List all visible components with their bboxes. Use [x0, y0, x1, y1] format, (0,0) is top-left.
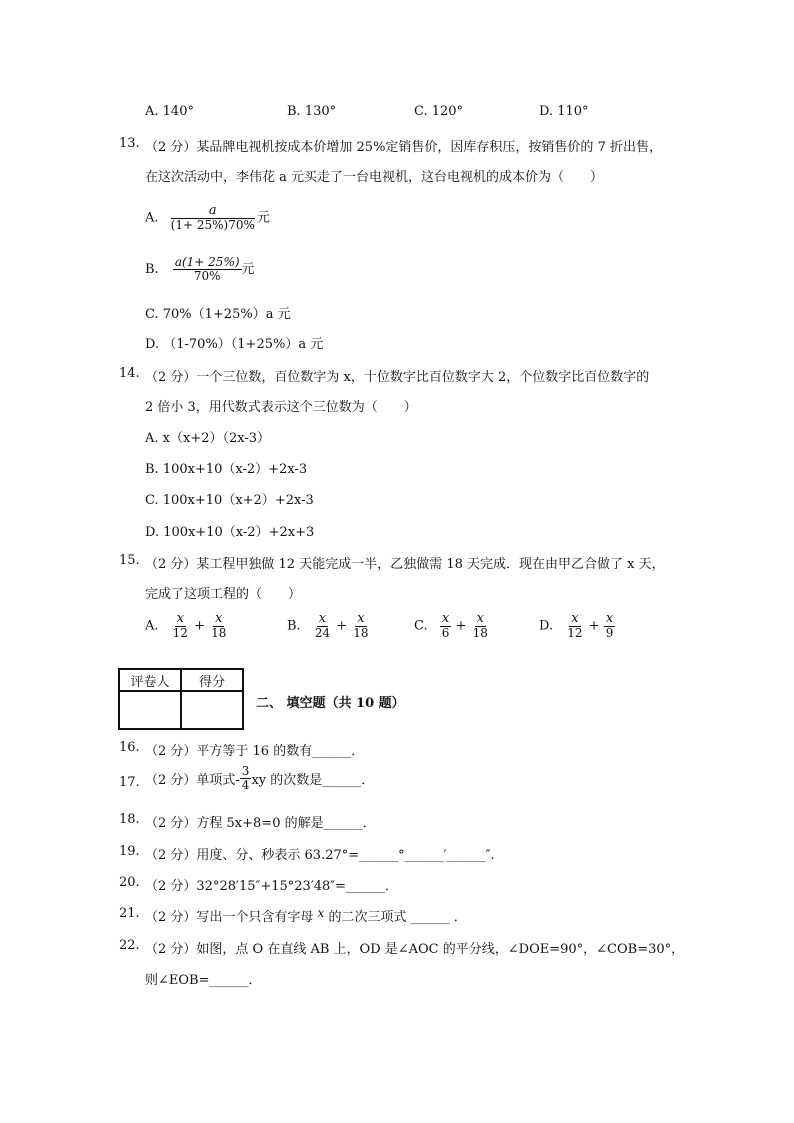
q18-number: 18.	[119, 812, 140, 827]
q13-option-d: D. （1-70%）（1+25%）a 元	[145, 337, 324, 352]
q12-option-a: A. 140°	[145, 104, 194, 119]
q15-line1: （2 分）某工程甲独做 12 天能完成一半，乙独做需 18 天完成．现在由甲乙合做了 x 天，	[145, 557, 665, 572]
q15-plus: +	[194, 618, 205, 634]
q13-option-b-unit: 元	[241, 262, 255, 278]
q15-denominator: 6	[441, 626, 450, 641]
q13-option-b-label: B.	[145, 262, 159, 278]
q15-fraction	[471, 612, 490, 640]
grader-header-score: 得分	[181, 669, 243, 691]
grader-score-cell	[181, 691, 243, 729]
q15-option-c	[414, 612, 490, 640]
q12-option-c: C. 120°	[414, 104, 464, 119]
q21-pre: （2 分）写出一个只含有字母	[145, 910, 318, 925]
q15-numerator: x	[441, 611, 450, 626]
q15-option-d	[539, 612, 615, 640]
q16-text: （2 分）平方等于 16 的数有______．	[145, 744, 365, 759]
q13-option-b	[145, 256, 255, 283]
q15-plus: +	[336, 618, 348, 634]
q15-denominator: 18	[472, 626, 488, 641]
q15-numerator: x	[176, 611, 184, 626]
q13-number: 13.	[119, 136, 140, 151]
section-title: 二、 填空题（共 10 题）	[256, 696, 405, 711]
q16-number: 16.	[119, 740, 140, 755]
q15-denominator: 12	[172, 626, 188, 641]
q21-post: 的二次三项式 ______ ．	[324, 910, 467, 925]
grader-table	[118, 668, 244, 730]
q13-option-a-denominator: (1+ 25%)70%	[170, 218, 255, 233]
q15-fraction	[604, 612, 616, 640]
q15-option-label: A.	[145, 618, 159, 634]
q17-numerator: 3	[241, 764, 250, 778]
q15-numerator: x	[357, 611, 365, 626]
q15-denominator: 12	[567, 626, 583, 641]
q15-fraction	[171, 612, 190, 640]
q15-fraction	[440, 612, 452, 640]
q12-option-b: B. 130°	[287, 104, 337, 119]
q15-numerator: x	[605, 611, 614, 626]
q21-number: 21.	[119, 906, 140, 921]
q13-option-b-fraction	[173, 256, 242, 283]
q15-plus: +	[588, 618, 600, 634]
q13-option-a-label: A.	[145, 210, 159, 226]
q15-fraction	[351, 612, 370, 640]
q14-line1: （2 分）一个三位数，百位数字为 x，十位数字比百位数字大 2，个位数字比百位数字的	[145, 370, 650, 385]
q17-pre: （2 分）单项式-	[145, 773, 240, 789]
q20-number: 20.	[119, 875, 140, 890]
q20-text: （2 分）32°28′15″+15°23′48″=______．	[145, 879, 399, 894]
q15-numerator: x	[476, 611, 484, 626]
q17-denominator: 4	[241, 778, 250, 793]
q17-text	[145, 765, 374, 792]
q13-option-c: C. 70%（1+25%）a 元	[145, 307, 291, 322]
q21-variable: x	[317, 906, 325, 920]
q14-option-c: C. 100x+10（x+2）+2x-3	[145, 493, 314, 508]
q13-option-b-numerator: a(1+ 25%)	[174, 255, 240, 269]
q15-numerator: x	[571, 611, 579, 626]
q14-option-b: B. 100x+10（x-2）+2x-3	[145, 462, 308, 477]
q15-numerator: x	[318, 611, 327, 626]
q13-line1: （2 分）某品牌电视机按成本价增加 25%定销售价，因库存积压，按销售价的 7 折出售，	[145, 140, 662, 155]
q19-number: 19.	[119, 844, 140, 859]
q13-option-a-numerator: a	[171, 204, 255, 219]
q14-option-a: A. x（x+2）（2x-3）	[145, 431, 271, 446]
q17-fraction	[240, 765, 252, 792]
q14-line2: 2 倍小 3，用代数式表示这个三位数为（ ）	[145, 400, 417, 415]
q12-option-d: D. 110°	[539, 104, 589, 119]
q15-denominator: 24	[314, 626, 331, 641]
grader-header-reviewer: 评卷人	[119, 669, 181, 691]
q13-option-a-fraction	[169, 204, 257, 232]
q17-number: 17.	[119, 775, 140, 790]
q15-option-a	[145, 612, 228, 640]
q22-line2: 则∠EOB=______．	[145, 973, 262, 988]
q15-option-b	[287, 612, 371, 640]
q14-number: 14.	[119, 366, 140, 381]
q15-number: 15.	[119, 553, 140, 568]
q15-option-label: B.	[287, 618, 301, 634]
q15-denominator: 9	[605, 626, 614, 641]
q15-denominator: 18	[211, 626, 227, 641]
q15-numerator: x	[215, 611, 223, 626]
q15-denominator: 18	[353, 626, 369, 641]
q13-option-a	[145, 204, 270, 232]
q15-option-label: D.	[539, 618, 554, 634]
q15-fraction	[565, 612, 584, 640]
q21-text	[145, 906, 467, 925]
q15-line2: 完成了这项工程的（ ）	[145, 587, 302, 602]
q15-fraction	[209, 612, 228, 640]
q15-fraction	[313, 612, 332, 640]
q15-plus: +	[455, 618, 467, 634]
q13-option-a-unit: 元	[256, 210, 270, 226]
q22-number: 22.	[119, 938, 140, 953]
grader-reviewer-cell	[119, 691, 181, 729]
q17-post: xy 的次数是______．	[251, 773, 375, 789]
q13-line2: 在这次活动中，李伟花 a 元买走了一台电视机，这台电视机的成本价为（ ）	[145, 170, 604, 185]
q22-line1: （2 分）如图，点 O 在直线 AB 上，OD 是∠AOC 的平分线，∠DOE=90°，∠COB=30°，	[145, 942, 685, 957]
q13-option-b-denominator: 70%	[193, 269, 221, 284]
q14-option-d: D. 100x+10（x-2）+2x+3	[145, 525, 315, 540]
q19-text: （2 分）用度、分、秒表示 63.27°=______°______′______″.	[145, 848, 495, 863]
q18-text: （2 分）方程 5x+8=0 的解是______．	[145, 816, 376, 831]
q15-option-label: C.	[414, 618, 428, 634]
